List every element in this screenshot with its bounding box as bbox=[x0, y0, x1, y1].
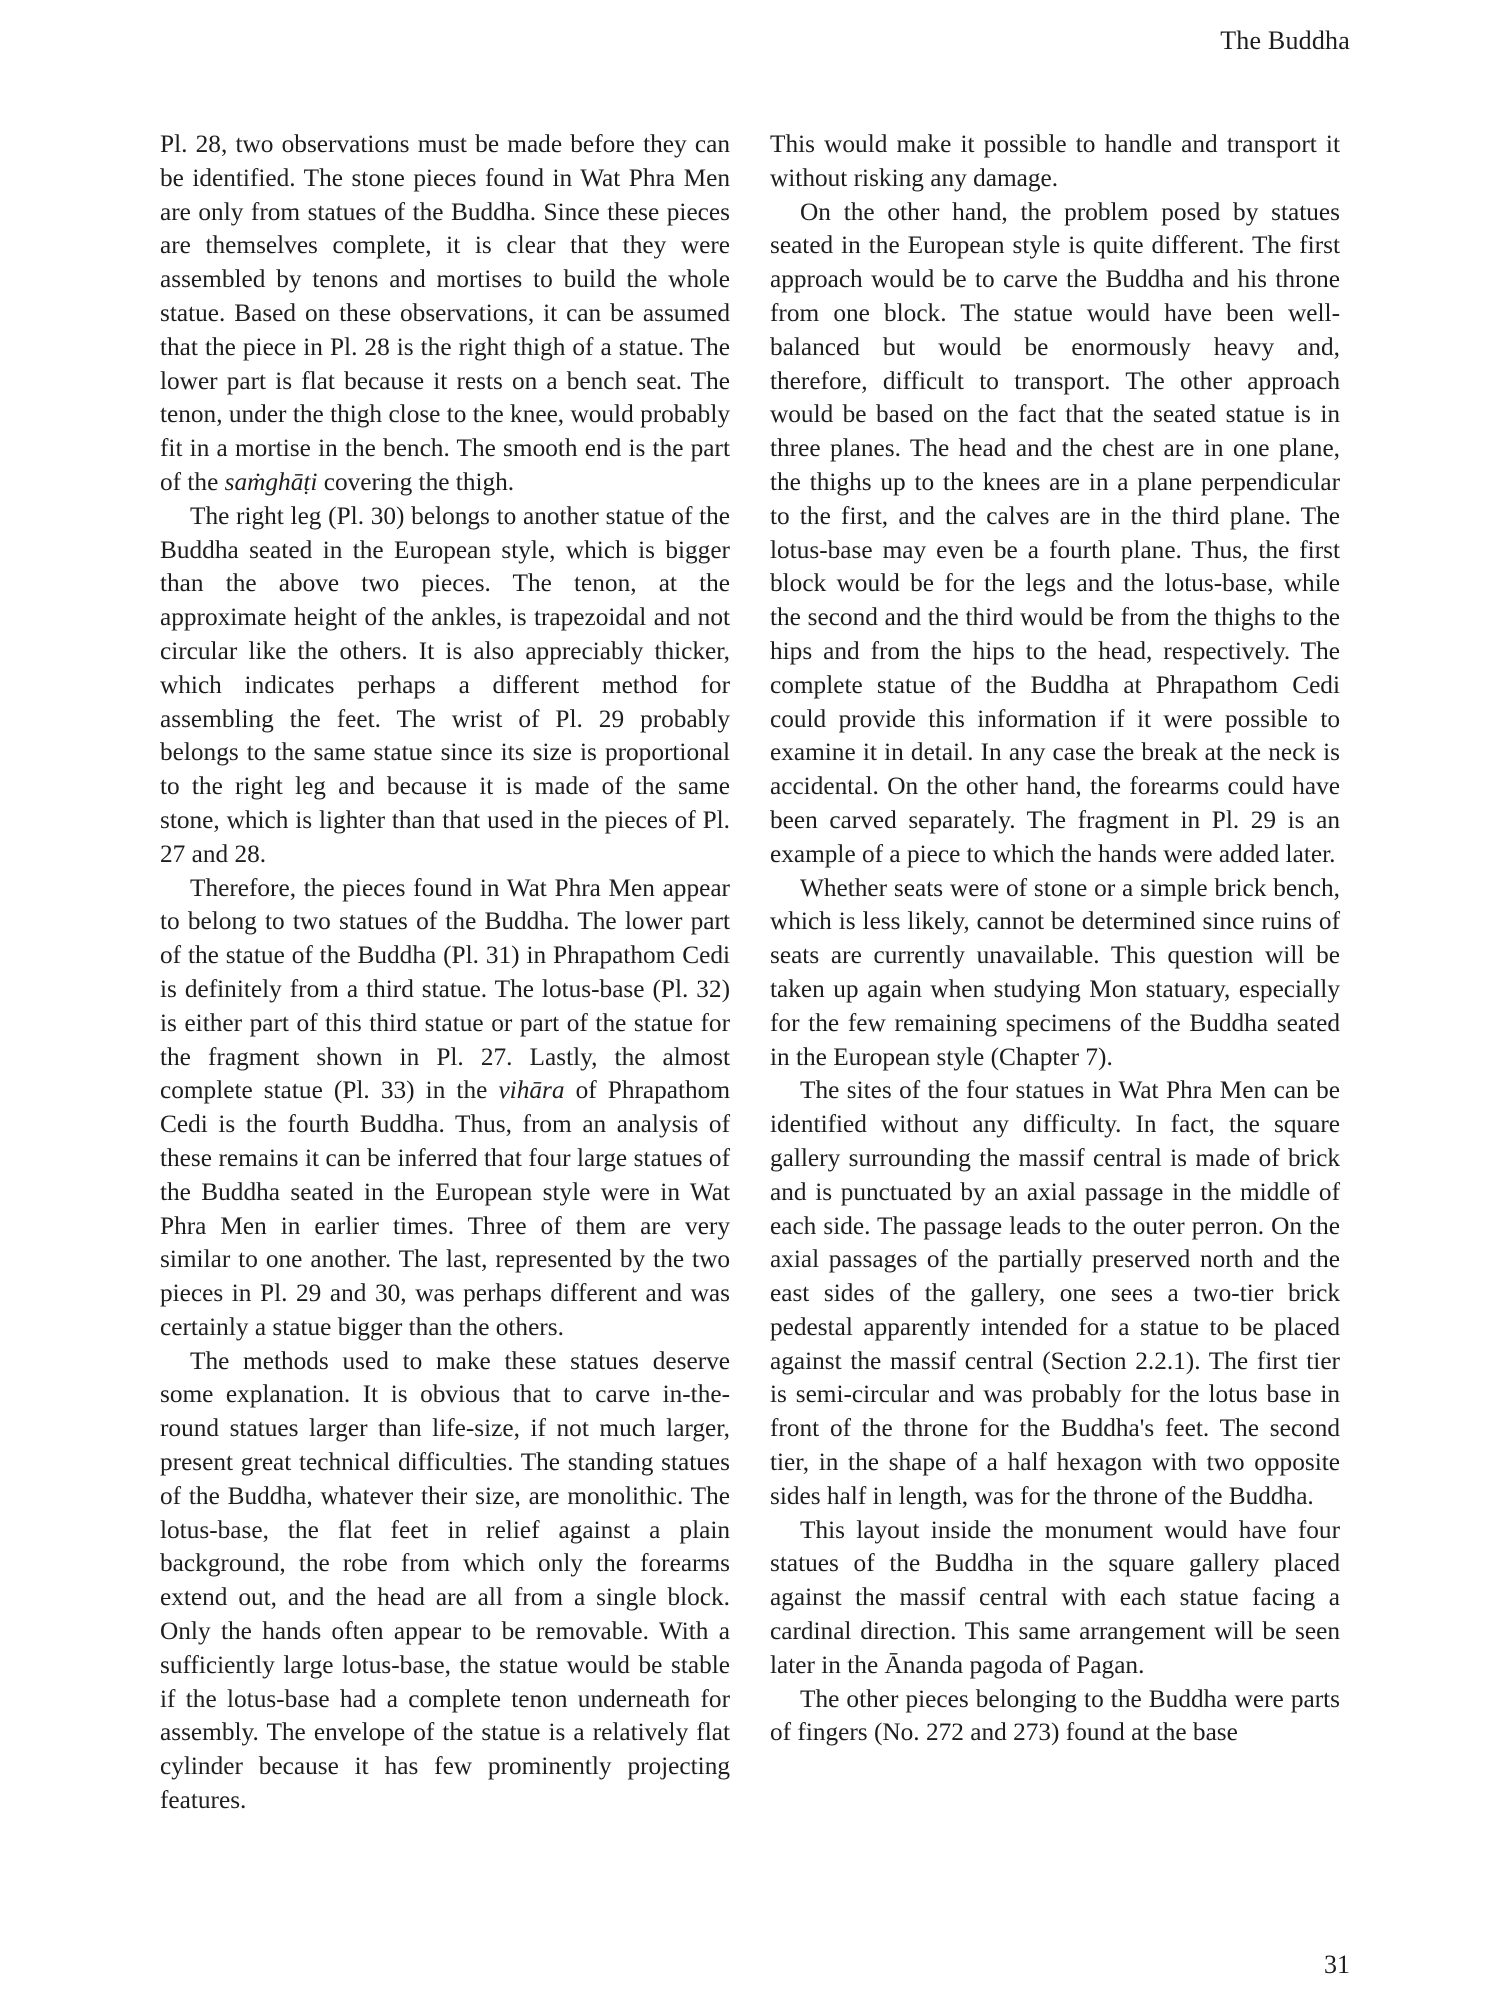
paragraph-text: Pl. 28, two observations must be made before they can be identified. The stone pieces found in Wat Phra Men are only from statues of the Buddha. Since these pieces are themselves complete, it is clear that they were assembled by tenons and mortises to build the whole statue. Based on these observations, it can be assumed that the piece in Pl. 28 is the right thigh of a statue. The lower part is flat because it rests on a bench seat. The tenon, under the thigh close to the knee, would probably fit in a mortise in the bench. The smooth end is the part of the bbox=[160, 130, 730, 496]
page-number: 31 bbox=[1324, 1950, 1350, 1979]
paragraph bbox=[160, 128, 730, 500]
italic-term: saṁghāṭi bbox=[224, 467, 318, 496]
paragraph: The methods used to make these statues deserve some explanation. It is obvious that to carve in-the-round statues larger than life-size, if not much larger, present great technical difficulties. The standing statues of the Buddha, whatever their size, are monolithic. The lotus-base, the flat feet in relief against a plain background, the robe from which only the forearms extend out, and the head are all from a single block. Only the hands often appear to be removable. With a sufficiently large lotus-base, the statue would be stable if the lotus-base had a complete tenon underneath for assembly. The envelope of the statue is a relatively flat cylinder because it has few prominently projecting features. bbox=[160, 1346, 730, 1815]
paragraph: On the other hand, the problem posed by statues seated in the European style is quite different. The first approach would be to carve the Buddha and his throne from one block. The statue would have been well-balanced but would be enormously heavy and, therefore, difficult to transport. The other approach would be based on the fact that the seated statue is in three planes. The head and the chest are in one plane, the thighs up to the knees are in a plane perpendicular to the first, and the calves are in the third plane. The lotus-base may even be a fourth plane. Thus, the first block would be for the legs and the lotus-base, while the second and the third would be from the thighs to the hips and from the hips to the head, respectively. The complete statue of the Buddha at Phrapathom Cedi could provide this information if it were possible to examine it in detail. In any case the break at the neck is accidental. On the other hand, the forearms could have been carved separately. The fragment in Pl. 29 is an example of a piece to which the hands were added later. bbox=[770, 197, 1340, 868]
paragraph: The right leg (Pl. 30) belongs to another statue of the Buddha seated in the European style, which is bigger than the above two pieces. The tenon, at the approximate height of the ankles, is trapezoidal and not circular like the others. It is also appreciably thicker, which indicates perhaps a different method for assembling the feet. The wrist of Pl. 29 probably belongs to the same statue since its size is proportional to the right leg and because it is made of the same stone, which is lighter than that used in the pieces of Pl. 27 and 28. bbox=[160, 501, 730, 868]
paragraph: The sites of the four statues in Wat Phra Men can be identified without any difficulty. In fact, the square gallery surrounding the massif central is made of brick and is punctuated by an axial passage in the middle of each side. The passage leads to the outer perron. On the axial passages of the partially preserved north and the east sides of the gallery, one sees a two-tier brick pedestal apparently intended for a statue to be placed against the massif central (Section 2.2.1). The first tier is semi-circular and was probably for the lotus base in front of the throne for the Buddha's feet. The second tier, in the shape of a half hexagon with two opposite sides half in length, was for the throne of the Buddha. bbox=[770, 1076, 1340, 1510]
running-head: The Buddha bbox=[1220, 26, 1350, 55]
paragraph: The other pieces belonging to the Buddha were parts of fingers (No. 272 and 273) found at the base bbox=[770, 1684, 1340, 1747]
left-column bbox=[160, 128, 730, 1818]
paragraph: This would make it possible to handle and transport it without risking any damage. bbox=[770, 130, 1340, 192]
right-column bbox=[770, 128, 1340, 1750]
paragraph-text: of Phrapathom Cedi is the fourth Buddha. Thus, from an analysis of these remains it can be inferred that four large statues of the Buddha seated in the European style were in Wat Phra Men in earlier times. Three of them are very similar to one another. The last, represented by the two pieces in Pl. 29 and 30, was perhaps different and was certainly a statue bigger than the others. bbox=[160, 1076, 730, 1341]
italic-term: vihāra bbox=[498, 1076, 565, 1105]
paragraph-text: covering the thigh. bbox=[317, 467, 515, 496]
paragraph-text: Therefore, the pieces found in Wat Phra Men appear to belong to two statues of the Buddha. The lower part of the statue of the Buddha (Pl. 31) in Phrapathom Cedi is definitely from a third statue. The lotus-base (Pl. 32) is either part of this third statue or part of the statue for the fragment shown in Pl. 27. Lastly, the almost complete statue (Pl. 33) in the bbox=[160, 873, 730, 1105]
paragraph: Whether seats were of stone or a simple brick bench, which is less likely, cannot be determined since ruins of seats are currently unavailable. This question will be taken up again when studying Mon statuary, especially for the few remaining specimens of the Buddha seated in the European style (Chapter 7). bbox=[770, 873, 1340, 1071]
paragraph: This layout inside the monument would have four statues of the Buddha in the square gallery placed against the massif central with each statue facing a cardinal direction. This same arrangement will be seen later in the Ānanda pagoda of Pagan. bbox=[770, 1515, 1340, 1679]
paragraph bbox=[160, 872, 730, 1345]
